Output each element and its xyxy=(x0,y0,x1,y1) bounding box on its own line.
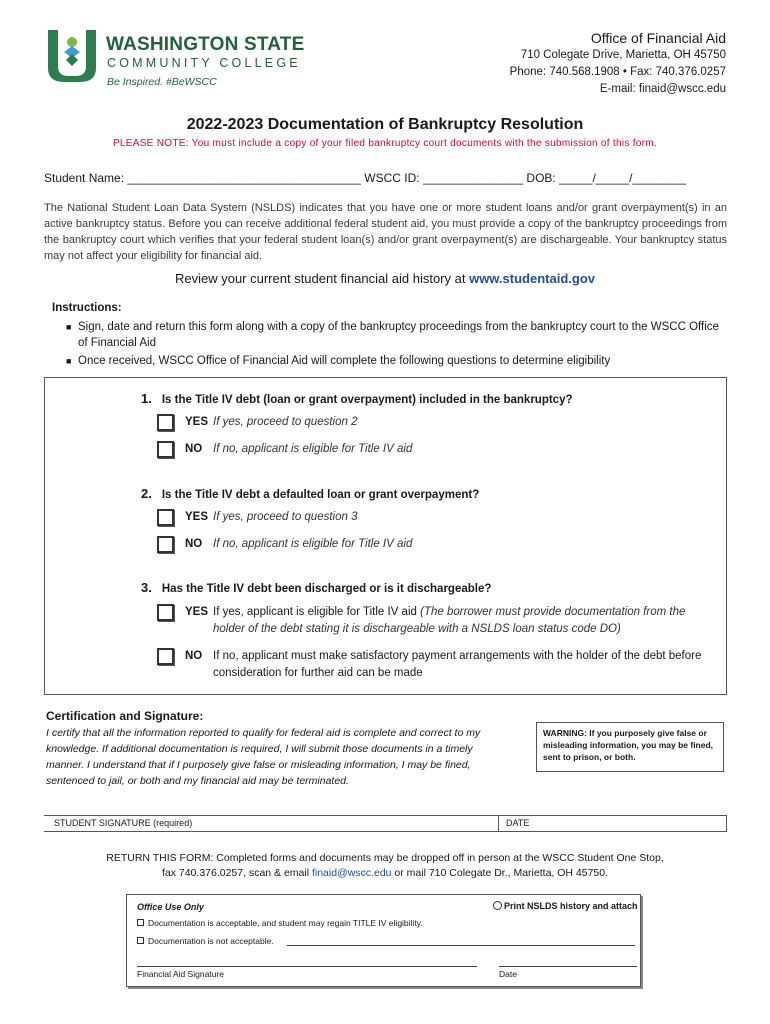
student-info-line[interactable]: Student Name: ___________________________________ WSCC ID: _______________ DOB: _____/_____/________ xyxy=(44,171,686,185)
q3-yes-checkbox[interactable] xyxy=(157,604,174,621)
instruction-item xyxy=(66,353,728,369)
question-text: Has the Title IV debt been discharged or is it dischargeable? xyxy=(161,583,492,595)
question-number: 1. xyxy=(141,391,152,406)
not-acceptable-reason-line[interactable] xyxy=(287,945,635,946)
q1-yes-checkbox[interactable] xyxy=(157,414,174,431)
q1-yes-text: If yes, proceed to question 2 xyxy=(213,416,358,428)
document-title: 2022-2023 Documentation of Bankruptcy Resolution xyxy=(186,116,584,133)
radio-circle-icon[interactable] xyxy=(493,901,502,910)
instructions-title: Instructions: xyxy=(52,302,122,314)
print-nslds-label: Print NSLDS history and attach xyxy=(504,901,638,911)
review-text: Review your current student financial aid history at xyxy=(174,271,470,286)
instruction-item xyxy=(66,319,728,351)
document-note: PLEASE NOTE: You must include a copy of your filed bankruptcy court documents with the submission of this form. xyxy=(112,138,658,149)
q3-yes-note: (The borrower must provide documentation from the holder of the debt stating it is dischargeable with a NSLDS loan status code DO) xyxy=(213,606,686,635)
q2-no-text: If no, applicant is eligible for Title IV aid xyxy=(213,538,413,550)
studentaid-link[interactable]: www.studentaid.gov xyxy=(469,271,595,286)
logo-title: WASHINGTON STATE xyxy=(106,34,305,55)
certification-text: I certify that all the information reported to qualify for federal aid is complete and correct to my knowledge. If additional documentation is required, I will submit those documents in a timely manner. I understand that if I purposely give false or misleading information, I may be fined, sentenced to jail, or both and my financial aid may be terminated. xyxy=(46,727,481,787)
q3-no-checkbox[interactable] xyxy=(157,648,174,665)
office-use-box xyxy=(126,894,641,987)
return-line-2-pre: fax 740.376.0257, scan & email xyxy=(161,867,312,879)
no-label: NO xyxy=(185,443,203,455)
return-line-2 xyxy=(0,866,770,881)
q1-no-text: If no, applicant is eligible for Title IV aid xyxy=(213,443,413,455)
office-use-title: Office Use Only xyxy=(137,902,204,912)
q1-no-checkbox[interactable] xyxy=(157,441,174,458)
logo-tagline: Be Inspired. #BeWSCC xyxy=(107,76,217,88)
question-text: Is the Title IV debt a defaulted loan or grant overpayment? xyxy=(161,489,480,501)
return-line-1: RETURN THIS FORM: Completed forms and documents may be dropped off in person at the WSCC Student One Stop, xyxy=(106,852,664,864)
checkbox-icon[interactable] xyxy=(137,937,144,944)
acceptable-label: Documentation is acceptable, and student may regain TITLE IV eligibility. xyxy=(148,918,423,928)
question-2 xyxy=(141,486,479,501)
fa-date-line[interactable] xyxy=(499,966,637,967)
office-email: E-mail: finaid@wscc.edu xyxy=(599,83,726,95)
q3-yes-main: If yes, applicant is eligible for Title IV aid xyxy=(213,606,421,618)
intro-paragraph: The National Student Loan Data System (NSLDS) indicates that you have one or more student loans and/or grant overpayment(s) in an active bankruptcy status. Before you can receive additional federal student aid, you must provide a copy of the bankruptcy proceedings from the bankruptcy court which verifies that your federal student loan(s) and/or grant overpayment(s) are dischargeable. Your bankruptcy status may not affect your eligibility for financial aid. xyxy=(44,202,727,262)
question-1 xyxy=(141,391,573,406)
question-number: 3. xyxy=(141,580,152,595)
q2-yes-text: If yes, proceed to question 3 xyxy=(213,511,358,523)
not-acceptable-option[interactable] xyxy=(137,936,274,946)
instruction-text: Once received, WSCC Office of Financial Aid will complete the following questions to determine eligibility xyxy=(78,355,611,367)
no-label: NO xyxy=(185,538,203,550)
student-signature-field[interactable]: STUDENT SIGNATURE (required) xyxy=(54,818,193,828)
logo-subtitle: COMMUNITY COLLEGE xyxy=(107,56,301,70)
yes-label: YES xyxy=(185,511,209,523)
fa-signature-line[interactable] xyxy=(137,966,477,967)
instruction-text: Sign, date and return this form along with a copy of the bankruptcy proceedings from the bankruptcy court to the WSCC Office of Financial Aid xyxy=(78,321,719,349)
office-address: 710 Colegate Drive, Marietta, OH 45750 xyxy=(520,49,726,61)
checkbox-icon[interactable] xyxy=(137,919,144,926)
signature-row xyxy=(44,815,727,832)
yes-label: YES xyxy=(185,416,209,428)
question-text: Is the Title IV debt (loan or grant overpayment) included in the bankruptcy? xyxy=(161,394,573,406)
signature-date-field[interactable]: DATE xyxy=(506,818,530,828)
q3-no-text: If no, applicant must make satisfactory payment arrangements with the holder of the debt before consideration for further aid can be made xyxy=(213,650,702,679)
bullet-icon: ■ xyxy=(66,322,72,332)
q2-no-checkbox[interactable] xyxy=(157,536,174,553)
question-3 xyxy=(141,580,491,595)
q2-yes-checkbox[interactable] xyxy=(157,509,174,526)
finaid-email-link[interactable]: finaid@wscc.edu xyxy=(311,867,392,879)
fa-signature-label: Financial Aid Signature xyxy=(137,969,224,979)
office-title: Office of Financial Aid xyxy=(590,30,726,46)
eligibility-questions-box xyxy=(44,377,727,695)
review-aid-history xyxy=(0,271,770,286)
divider xyxy=(498,815,499,832)
warning-box: WARNING: If you purposely give false or misleading information, you may be fined, sent to prison, or both. xyxy=(536,722,724,772)
no-label: NO xyxy=(185,650,203,662)
office-contact-block xyxy=(510,30,726,98)
wscc-logo-icon xyxy=(44,26,100,84)
acceptable-option[interactable] xyxy=(137,918,423,928)
not-acceptable-label: Documentation is not acceptable. xyxy=(148,936,274,946)
certification-title: Certification and Signature: xyxy=(46,709,204,723)
q3-yes-text xyxy=(213,604,713,638)
yes-label: YES xyxy=(185,606,209,618)
bullet-icon: ■ xyxy=(66,356,72,366)
return-line-2-post: or mail 710 Colegate Dr., Marietta, OH 45750. xyxy=(391,867,609,879)
office-phone-fax: Phone: 740.568.1908 • Fax: 740.376.0257 xyxy=(509,66,726,78)
question-number: 2. xyxy=(141,486,152,501)
fa-date-label: Date xyxy=(499,969,517,979)
return-instructions xyxy=(0,851,770,881)
print-nslds-option[interactable] xyxy=(493,901,638,911)
